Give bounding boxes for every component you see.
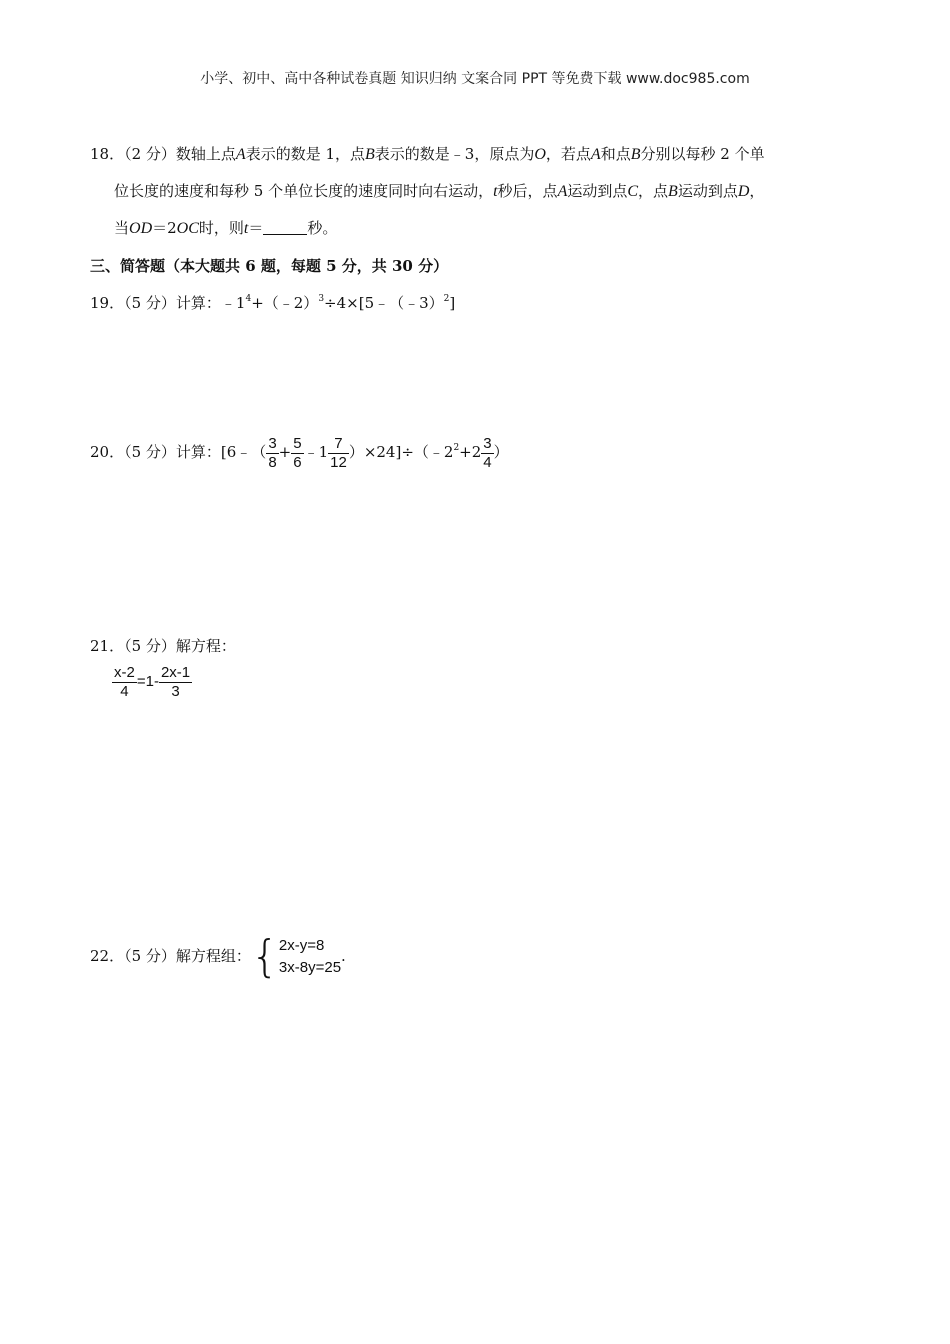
page-header: 小学、初中、高中各种试卷真题 知识归纳 文案合同 PPT 等免费下载 www.doc985.com bbox=[200, 71, 750, 87]
fraction: $\frac{x-2}{4}$ bbox=[114, 663, 135, 700]
question-18 bbox=[90, 136, 870, 247]
equation: $\frac{x-2}{4}$ =1- $\frac{2x-1}{3}$ bbox=[114, 663, 191, 700]
question-20: 20．（5 分）计算：[6﹣（ $\frac{3}{8}$ + $\frac{5}{6}$ ﹣1 $\frac{7}{12}$ ）$\times 24]\div(﹣2^2+2$ $\frac{3}{4}$ ） bbox=[90, 434, 509, 471]
brace: { bbox=[250, 931, 279, 982]
fraction: $\frac{7}{12}$ bbox=[330, 434, 347, 471]
question-22: 22．（5 分）解方程组：{ 2x-y=8 3x-8y=25 . bbox=[90, 931, 346, 982]
equation-system: 2x-y=8 3x-8y=25 bbox=[278, 937, 342, 976]
question-19: 19．（5 分）计算：$﹣1^4+(﹣2)^3\div 4\times[5﹣(﹣3)^2]$ bbox=[90, 294, 456, 312]
fraction: $\frac{3}{4}$ bbox=[483, 434, 492, 471]
answer-blank[interactable] bbox=[263, 218, 307, 235]
fraction: $\frac{5}{6}$ bbox=[293, 434, 302, 471]
q18-line-3: 当OD＝2OC时，则t＝ 秒。 bbox=[114, 219, 338, 237]
q18-line-1: 18．（2 分）数轴上点A表示的数是 1，点B表示的数是﹣3，原点为O，若点A和点B分别以每秒 2 个单 bbox=[90, 145, 765, 163]
question-21: 21．（5 分）解方程： $\frac{x-2}{4}$ =1- $\frac{2x-1}{3}$ bbox=[90, 628, 870, 701]
fraction: $\frac{2x-1}{3}$ bbox=[160, 663, 191, 700]
q18-line-2: 位长度的速度和每秒 5 个单位长度的速度同时向右运动，t秒后，点A运动到点C，点B运动到点D， bbox=[114, 182, 765, 200]
fraction: $\frac{3}{8}$ bbox=[268, 434, 277, 471]
section-heading: 三、简答题（本大题共 6 题，每题 5 分，共 30 分） bbox=[90, 257, 449, 275]
